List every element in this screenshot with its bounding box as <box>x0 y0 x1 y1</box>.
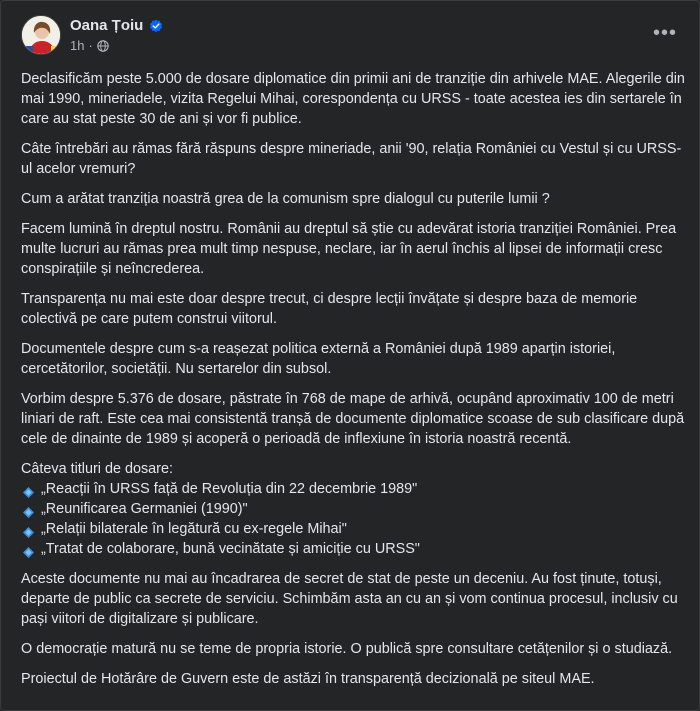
list-item <box>21 479 685 499</box>
paragraph: O democrație matură nu se teme de propria istorie. O publică spre consultare cetățenilor și o studiază. <box>21 641 673 657</box>
post-header <box>1 1 699 65</box>
list-item-text: „Reacții în URSS față de Revoluția din 22 decembrie 1989" <box>41 481 418 497</box>
author-name[interactable]: Oana Țoiu <box>70 17 144 34</box>
list-item <box>21 499 685 519</box>
more-options-label: ••• <box>652 21 677 44</box>
paragraph: Cum a arătat tranziția noastră grea de la comunism spre dialogul cu puterile lumii ? <box>21 191 550 207</box>
blue-diamond-icon <box>23 524 34 535</box>
paragraph: Proiectul de Hotărâre de Guvern este de astăzi în transparență decizională pe siteul MAE. <box>21 671 595 687</box>
file-titles-list <box>21 459 685 559</box>
list-title: Câteva titluri de dosare: <box>21 461 173 477</box>
paragraph: Transparența nu mai este doar despre trecut, ci despre lecții învățate și despre baza de memorie colectivă pe care putem construi viitorul. <box>21 291 638 327</box>
blue-diamond-icon <box>23 484 34 495</box>
list-item-text: „Tratat de colaborare, bună vecinătate și amiciție cu URSS" <box>41 541 420 557</box>
paragraph: Aceste documente nu mai au încadrarea de secret de stat de peste un deceniu. Au fost ținute, totuși, departe de public ca secrete de serviciu. Schimbăm asta an cu an și vom continua procesul, inclusiv cu pași viitori de digitalizare și publicare. <box>21 571 678 627</box>
list-item <box>21 519 685 539</box>
list-item-text: „Relații bilaterale în legătură cu ex-regele Mihai" <box>41 521 347 537</box>
author-avatar[interactable] <box>21 15 61 55</box>
blue-diamond-icon <box>23 544 34 555</box>
post-time[interactable]: 1h <box>70 38 85 53</box>
post-body <box>21 69 685 699</box>
paragraph: Vorbim despre 5.376 de dosare, păstrate în 768 de mape de arhivă, ocupând aproximativ 100 de metri liniari de raft. Este cea mai consistentă tranșă de documente diplomatice scoase de sub clasificare după cele de dinainte de 1989 și acoperă o perioadă de inflexiune în istoria noastră recentă. <box>21 391 685 447</box>
blue-diamond-icon <box>23 504 34 515</box>
list-item-text: „Reunificarea Germaniei (1990)" <box>41 501 248 517</box>
globe-icon[interactable] <box>97 40 109 52</box>
verified-badge-icon <box>149 19 163 33</box>
avatar-image <box>22 16 61 55</box>
meta-separator: · <box>88 38 93 53</box>
author-name-row <box>70 17 163 34</box>
paragraph: Declasificăm peste 5.000 de dosare diplomatice din primii ani de tranziție din arhivele MAE. Alegerile din mai 1990, mineriadele, vizita Regelui Mihai, corespondența cu URSS - toate acestea ies din sertarele în care au stat peste 30 de ani și vor fi publice. <box>21 71 685 127</box>
paragraph: Facem lumină în dreptul nostru. Românii au dreptul să știe cu adevărat istoria tranziției României. Prea multe lucruri au rămas prea mult timp nespuse, neclare, iar în aerul închis al lipsei de informații cresc conspirațiile și neîncrederea. <box>21 221 677 277</box>
post-meta <box>70 38 109 53</box>
more-options-icon[interactable] <box>649 19 681 47</box>
paragraph: Documentele despre cum s-a reașezat politica externă a României după 1989 aparțin istoriei, cercetătorilor, societății. Nu sertarelor din subsol. <box>21 341 616 377</box>
list-item <box>21 539 685 559</box>
paragraph: Câte întrebări au rămas fără răspuns despre mineriade, anii '90, relația României cu Vestul și cu URSS-ul acelor vremuri? <box>21 141 682 177</box>
